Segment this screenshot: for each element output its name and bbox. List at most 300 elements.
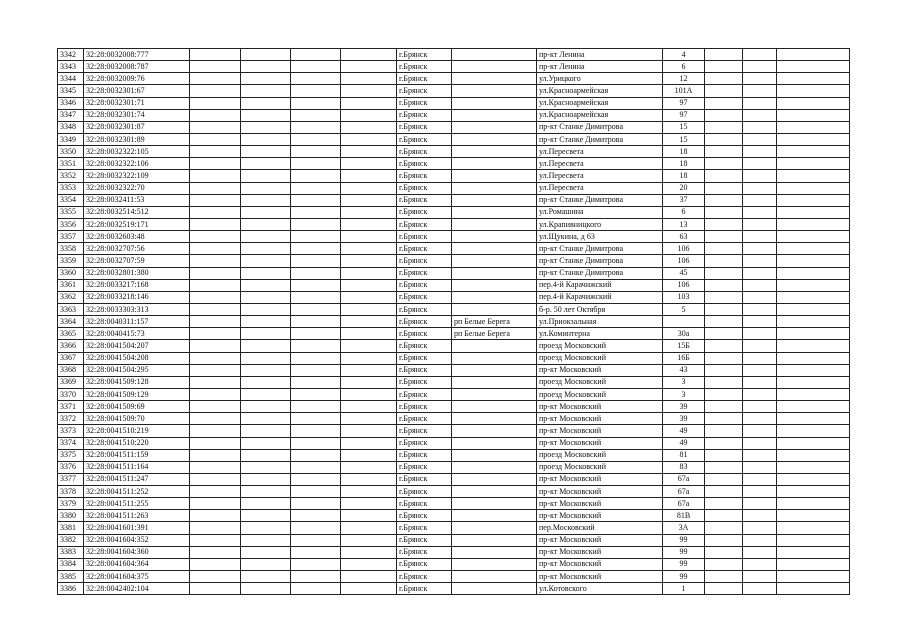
house-number: 99 — [663, 546, 705, 558]
row-number: 3380 — [58, 510, 84, 522]
empty-cell — [291, 49, 341, 61]
empty-cell — [777, 267, 850, 279]
table-row — [58, 109, 850, 121]
street: ул.Пересвета — [537, 146, 663, 158]
row-number: 3349 — [58, 133, 84, 145]
district — [452, 352, 537, 364]
city: г.Брянск — [397, 158, 452, 170]
district: рп Белые Берега — [452, 316, 537, 328]
district — [452, 425, 537, 437]
cadastral-number: 32:28:0041509:69 — [84, 401, 190, 413]
empty-cell — [291, 73, 341, 85]
empty-cell — [190, 583, 241, 595]
empty-cell — [705, 194, 743, 206]
empty-cell — [341, 449, 397, 461]
empty-cell — [241, 97, 291, 109]
empty-cell — [291, 473, 341, 485]
street: ул.Красноармейская — [537, 85, 663, 97]
house-number: 18 — [663, 158, 705, 170]
empty-cell — [341, 218, 397, 230]
district — [452, 486, 537, 498]
empty-cell — [241, 388, 291, 400]
house-number: 1 — [663, 583, 705, 595]
empty-cell — [190, 61, 241, 73]
empty-cell — [341, 571, 397, 583]
row-number: 3369 — [58, 376, 84, 388]
empty-cell — [705, 218, 743, 230]
empty-cell — [743, 97, 777, 109]
street: ул.Крапивницкого — [537, 218, 663, 230]
empty-cell — [241, 486, 291, 498]
cadastral-number: 32:28:0041510:220 — [84, 437, 190, 449]
cadastral-number: 32:28:0041504:295 — [84, 364, 190, 376]
district — [452, 97, 537, 109]
empty-cell — [291, 133, 341, 145]
city: г.Брянск — [397, 401, 452, 413]
row-number: 3366 — [58, 340, 84, 352]
table-row — [58, 498, 850, 510]
table-row — [58, 316, 850, 328]
street: пр-кт Станке Димитрова — [537, 121, 663, 133]
row-number: 3376 — [58, 461, 84, 473]
empty-cell — [341, 133, 397, 145]
empty-cell — [341, 231, 397, 243]
district — [452, 340, 537, 352]
city: г.Брянск — [397, 486, 452, 498]
district — [452, 449, 537, 461]
city: г.Брянск — [397, 73, 452, 85]
cadastral-number: 32:28:0041509:129 — [84, 388, 190, 400]
district — [452, 182, 537, 194]
cadastral-number: 32:28:0041509:128 — [84, 376, 190, 388]
district — [452, 73, 537, 85]
cadastral-number: 32:28:0032301:74 — [84, 109, 190, 121]
table-row — [58, 364, 850, 376]
empty-cell — [777, 316, 850, 328]
empty-cell — [190, 243, 241, 255]
house-number: 4 — [663, 49, 705, 61]
empty-cell — [341, 583, 397, 595]
empty-cell — [705, 97, 743, 109]
empty-cell — [743, 85, 777, 97]
empty-cell — [291, 558, 341, 570]
table-row — [58, 583, 850, 595]
empty-cell — [341, 364, 397, 376]
empty-cell — [777, 388, 850, 400]
table-row — [58, 170, 850, 182]
empty-cell — [341, 316, 397, 328]
empty-cell — [241, 376, 291, 388]
table-row — [58, 255, 850, 267]
table-row — [58, 121, 850, 133]
table-row — [58, 473, 850, 485]
row-number: 3381 — [58, 522, 84, 534]
empty-cell — [743, 109, 777, 121]
street: ул.Красноармейская — [537, 97, 663, 109]
city: г.Брянск — [397, 194, 452, 206]
empty-cell — [705, 364, 743, 376]
cadastral-number: 32:28:0032322:70 — [84, 182, 190, 194]
row-number: 3360 — [58, 267, 84, 279]
empty-cell — [743, 279, 777, 291]
city: г.Брянск — [397, 170, 452, 182]
empty-cell — [341, 510, 397, 522]
empty-cell — [241, 437, 291, 449]
empty-cell — [190, 316, 241, 328]
empty-cell — [705, 243, 743, 255]
street: пр-кт Станке Димитрова — [537, 133, 663, 145]
empty-cell — [190, 425, 241, 437]
row-number: 3344 — [58, 73, 84, 85]
empty-cell — [743, 182, 777, 194]
row-number: 3354 — [58, 194, 84, 206]
house-number: 101А — [663, 85, 705, 97]
empty-cell — [291, 546, 341, 558]
street: пр-кт Московский — [537, 510, 663, 522]
row-number: 3373 — [58, 425, 84, 437]
empty-cell — [705, 498, 743, 510]
empty-cell — [241, 352, 291, 364]
empty-cell — [777, 583, 850, 595]
cadastral-number: 32:28:0032301:71 — [84, 97, 190, 109]
row-number: 3359 — [58, 255, 84, 267]
cadastral-number: 32:28:0032514:512 — [84, 206, 190, 218]
cadastral-number: 32:28:0033303:313 — [84, 303, 190, 315]
empty-cell — [190, 413, 241, 425]
city: г.Брянск — [397, 510, 452, 522]
empty-cell — [705, 388, 743, 400]
cadastral-number: 32:28:0041511:247 — [84, 473, 190, 485]
empty-cell — [291, 510, 341, 522]
empty-cell — [190, 376, 241, 388]
city: г.Брянск — [397, 498, 452, 510]
empty-cell — [241, 303, 291, 315]
district — [452, 437, 537, 449]
house-number: 97 — [663, 109, 705, 121]
table-row — [58, 425, 850, 437]
empty-cell — [777, 364, 850, 376]
district — [452, 170, 537, 182]
empty-cell — [743, 243, 777, 255]
empty-cell — [705, 146, 743, 158]
empty-cell — [743, 498, 777, 510]
house-number: 16Б — [663, 352, 705, 364]
district — [452, 546, 537, 558]
empty-cell — [743, 328, 777, 340]
empty-cell — [291, 255, 341, 267]
empty-cell — [241, 316, 291, 328]
empty-cell — [241, 558, 291, 570]
empty-cell — [777, 461, 850, 473]
city: г.Брянск — [397, 291, 452, 303]
row-number: 3367 — [58, 352, 84, 364]
empty-cell — [743, 364, 777, 376]
house-number: 83 — [663, 461, 705, 473]
empty-cell — [241, 109, 291, 121]
house-number: 13 — [663, 218, 705, 230]
house-number: 15 — [663, 121, 705, 133]
empty-cell — [291, 449, 341, 461]
empty-cell — [341, 558, 397, 570]
empty-cell — [190, 364, 241, 376]
empty-cell — [241, 182, 291, 194]
city: г.Брянск — [397, 182, 452, 194]
table-row — [58, 231, 850, 243]
city: г.Брянск — [397, 425, 452, 437]
row-number: 3378 — [58, 486, 84, 498]
house-number: 99 — [663, 534, 705, 546]
empty-cell — [705, 510, 743, 522]
house-number: 67а — [663, 473, 705, 485]
empty-cell — [341, 303, 397, 315]
empty-cell — [743, 61, 777, 73]
empty-cell — [291, 498, 341, 510]
row-number: 3355 — [58, 206, 84, 218]
house-number: 49 — [663, 425, 705, 437]
empty-cell — [777, 49, 850, 61]
empty-cell — [190, 170, 241, 182]
empty-cell — [743, 231, 777, 243]
city: г.Брянск — [397, 85, 452, 97]
empty-cell — [291, 352, 341, 364]
city: г.Брянск — [397, 352, 452, 364]
empty-cell — [291, 437, 341, 449]
house-number: 30а — [663, 328, 705, 340]
empty-cell — [777, 413, 850, 425]
empty-cell — [241, 534, 291, 546]
empty-cell — [291, 206, 341, 218]
empty-cell — [743, 170, 777, 182]
empty-cell — [241, 61, 291, 73]
street: пр-кт Ленина — [537, 61, 663, 73]
empty-cell — [341, 85, 397, 97]
city: г.Брянск — [397, 571, 452, 583]
empty-cell — [190, 571, 241, 583]
district — [452, 510, 537, 522]
empty-cell — [291, 486, 341, 498]
empty-cell — [705, 376, 743, 388]
street: ул.Красноармейская — [537, 109, 663, 121]
empty-cell — [291, 316, 341, 328]
empty-cell — [341, 388, 397, 400]
table-row — [58, 133, 850, 145]
row-number: 3372 — [58, 413, 84, 425]
empty-cell — [190, 97, 241, 109]
table-row — [58, 486, 850, 498]
street: ул.Приокзальная — [537, 316, 663, 328]
table-row — [58, 97, 850, 109]
empty-cell — [777, 473, 850, 485]
table-row — [58, 340, 850, 352]
house-number: 45 — [663, 267, 705, 279]
empty-cell — [190, 328, 241, 340]
empty-cell — [777, 279, 850, 291]
district — [452, 133, 537, 145]
empty-cell — [291, 146, 341, 158]
cadastral-number: 32:28:0041604:352 — [84, 534, 190, 546]
district — [452, 231, 537, 243]
empty-cell — [291, 218, 341, 230]
empty-cell — [705, 267, 743, 279]
street: пр-кт Московский — [537, 498, 663, 510]
district — [452, 243, 537, 255]
city: г.Брянск — [397, 546, 452, 558]
table-row — [58, 49, 850, 61]
city: г.Брянск — [397, 97, 452, 109]
empty-cell — [291, 583, 341, 595]
row-number: 3350 — [58, 146, 84, 158]
empty-cell — [777, 206, 850, 218]
empty-cell — [291, 534, 341, 546]
empty-cell — [705, 279, 743, 291]
district — [452, 146, 537, 158]
row-number: 3346 — [58, 97, 84, 109]
empty-cell — [241, 522, 291, 534]
empty-cell — [743, 413, 777, 425]
empty-cell — [705, 49, 743, 61]
empty-cell — [241, 401, 291, 413]
city: г.Брянск — [397, 328, 452, 340]
empty-cell — [777, 61, 850, 73]
empty-cell — [705, 546, 743, 558]
empty-cell — [291, 401, 341, 413]
street: пр-кт Московский — [537, 571, 663, 583]
empty-cell — [341, 534, 397, 546]
empty-cell — [705, 182, 743, 194]
street: пр-кт Московский — [537, 473, 663, 485]
empty-cell — [705, 558, 743, 570]
table-row — [58, 437, 850, 449]
empty-cell — [705, 425, 743, 437]
empty-cell — [190, 486, 241, 498]
table-row — [58, 388, 850, 400]
city: г.Брянск — [397, 218, 452, 230]
table-row — [58, 558, 850, 570]
district — [452, 522, 537, 534]
empty-cell — [190, 510, 241, 522]
empty-cell — [705, 437, 743, 449]
table-row — [58, 61, 850, 73]
empty-cell — [777, 303, 850, 315]
empty-cell — [341, 473, 397, 485]
district — [452, 279, 537, 291]
empty-cell — [777, 558, 850, 570]
empty-cell — [705, 352, 743, 364]
empty-cell — [190, 206, 241, 218]
street: пр-кт Московский — [537, 364, 663, 376]
empty-cell — [341, 328, 397, 340]
empty-cell — [743, 449, 777, 461]
empty-cell — [291, 267, 341, 279]
street: пр-кт Московский — [537, 558, 663, 570]
city: г.Брянск — [397, 583, 452, 595]
cadastral-number: 32:28:0041511:255 — [84, 498, 190, 510]
row-number: 3364 — [58, 316, 84, 328]
empty-cell — [705, 328, 743, 340]
empty-cell — [341, 109, 397, 121]
empty-cell — [341, 437, 397, 449]
empty-cell — [705, 121, 743, 133]
city: г.Брянск — [397, 133, 452, 145]
street: ул.Коминтерна — [537, 328, 663, 340]
empty-cell — [291, 328, 341, 340]
empty-cell — [705, 303, 743, 315]
row-number: 3351 — [58, 158, 84, 170]
row-number: 3347 — [58, 109, 84, 121]
empty-cell — [291, 522, 341, 534]
empty-cell — [341, 255, 397, 267]
house-number: 81В — [663, 510, 705, 522]
cadastral-number: 32:28:0041604:360 — [84, 546, 190, 558]
empty-cell — [705, 170, 743, 182]
house-number: 37 — [663, 194, 705, 206]
cadastral-number: 32:28:0041511:252 — [84, 486, 190, 498]
empty-cell — [705, 583, 743, 595]
city: г.Брянск — [397, 303, 452, 315]
table-row — [58, 328, 850, 340]
empty-cell — [241, 206, 291, 218]
street: ул.Пересвета — [537, 182, 663, 194]
empty-cell — [190, 158, 241, 170]
row-number: 3377 — [58, 473, 84, 485]
empty-cell — [341, 340, 397, 352]
empty-cell — [190, 218, 241, 230]
empty-cell — [743, 461, 777, 473]
empty-cell — [743, 546, 777, 558]
empty-cell — [777, 97, 850, 109]
city: г.Брянск — [397, 49, 452, 61]
street: пр-кт Ленина — [537, 49, 663, 61]
table-row — [58, 401, 850, 413]
row-number: 3382 — [58, 534, 84, 546]
empty-cell — [743, 583, 777, 595]
cadastral-number: 32:28:0041511:164 — [84, 461, 190, 473]
empty-cell — [291, 303, 341, 315]
street: пр-кт Московский — [537, 437, 663, 449]
city: г.Брянск — [397, 522, 452, 534]
empty-cell — [705, 206, 743, 218]
cadastral-number: 32:28:0032411:53 — [84, 194, 190, 206]
empty-cell — [341, 461, 397, 473]
house-number — [663, 316, 705, 328]
empty-cell — [341, 376, 397, 388]
cadastral-number: 32:28:0032009:76 — [84, 73, 190, 85]
empty-cell — [190, 279, 241, 291]
cadastral-number: 32:28:0032322:109 — [84, 170, 190, 182]
empty-cell — [241, 121, 291, 133]
row-number: 3384 — [58, 558, 84, 570]
house-number: 6 — [663, 206, 705, 218]
empty-cell — [341, 498, 397, 510]
empty-cell — [777, 352, 850, 364]
table-row — [58, 85, 850, 97]
table-row — [58, 449, 850, 461]
district — [452, 109, 537, 121]
district — [452, 558, 537, 570]
empty-cell — [743, 291, 777, 303]
table-row — [58, 571, 850, 583]
cadastral-number: 32:28:0041504:208 — [84, 352, 190, 364]
empty-cell — [190, 291, 241, 303]
registry-rows — [58, 49, 850, 595]
row-number: 3368 — [58, 364, 84, 376]
street: проезд Московский — [537, 388, 663, 400]
empty-cell — [777, 510, 850, 522]
house-number: 67а — [663, 486, 705, 498]
empty-cell — [743, 352, 777, 364]
empty-cell — [743, 49, 777, 61]
empty-cell — [777, 109, 850, 121]
